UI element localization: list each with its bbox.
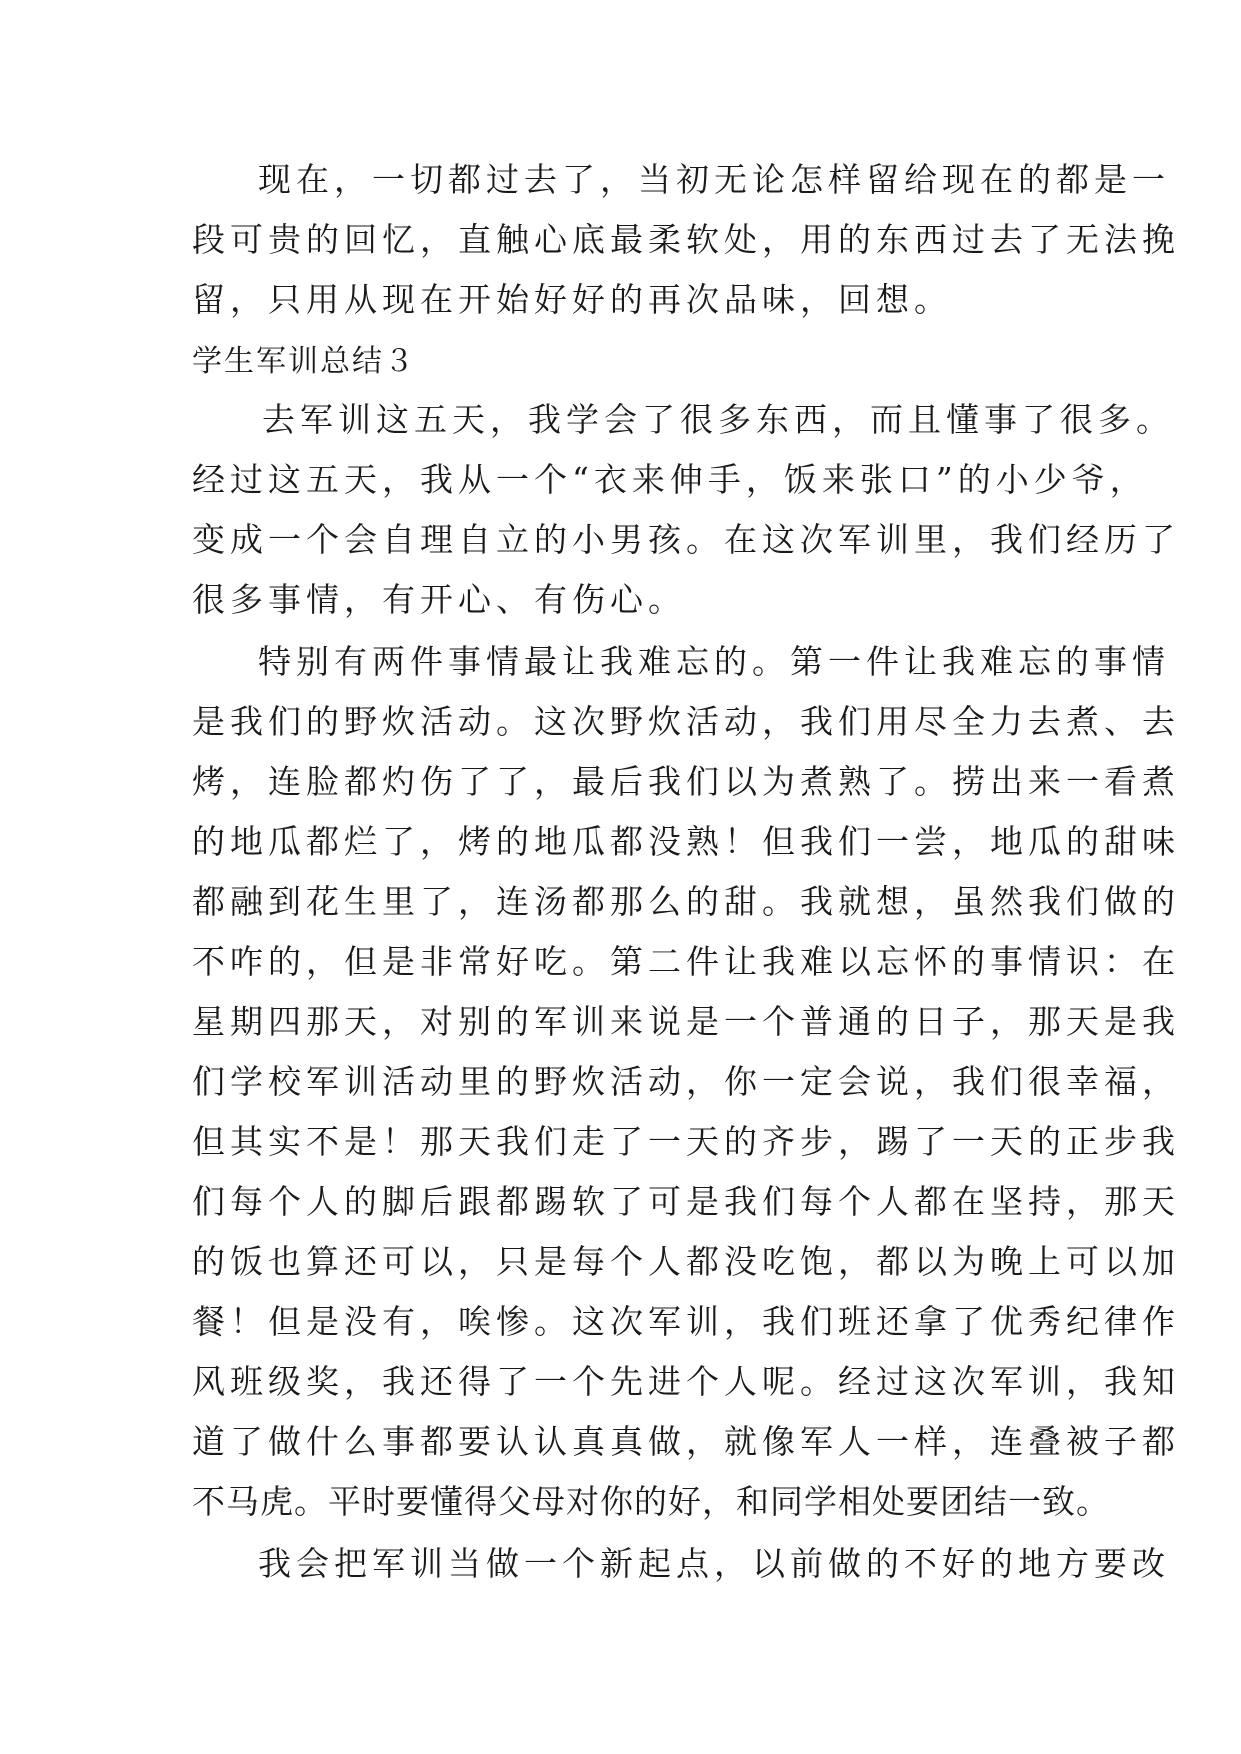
paragraph-line: 特别有两件事情最让我难忘的。第一件让我难忘的事情: [258, 642, 1170, 681]
paragraph-line: 是我们的野炊活动。这次野炊活动，我们用尽全力去煮、去: [192, 702, 1180, 741]
paragraph-line: 现在，一切都过去了，当初无论怎样留给现在的都是一: [258, 160, 1170, 199]
paragraph-line: 风班级奖，我还得了一个先进个人呢。经过这次军训，我知: [192, 1362, 1180, 1401]
section-heading: 学生军训总结３: [192, 344, 416, 379]
paragraph-line: 们每个人的脚后跟都踢软了可是我们每个人都在坚持，那天: [192, 1182, 1180, 1221]
paragraph-line: 道了做什么事都要认认真真做，就像军人一样，连叠被子都: [192, 1422, 1180, 1461]
paragraph-line: 留，只用从现在开始好好的再次品味，回想。: [192, 280, 952, 319]
paragraph-line: 段可贵的回忆，直触心底最柔软处，用的东西过去了无法挽: [192, 220, 1180, 259]
paragraph-line: 们学校军训活动里的野炊活动，你一定会说，我们很幸福，: [192, 1062, 1180, 1101]
paragraph-line: 经过这五天，我从一个“衣来伸手，饭来张口”的小少爷，: [192, 460, 1148, 499]
paragraph-line: 但其实不是！那天我们走了一天的齐步，踢了一天的正步我: [192, 1122, 1180, 1161]
paragraph-line: 的地瓜都烂了，烤的地瓜都没熟！但我们一尝，地瓜的甜味: [192, 822, 1180, 861]
paragraph-line: 我会把军训当做一个新起点，以前做的不好的地方要改: [258, 1544, 1170, 1583]
paragraph-line: 很多事情，有开心、有伤心。: [192, 580, 686, 619]
paragraph-line: 变成一个会自理自立的小男孩。在这次军训里，我们经历了: [192, 520, 1180, 559]
paragraph-line: 烤，连脸都灼伤了了，最后我们以为煮熟了。捞出来一看煮: [192, 762, 1180, 801]
paragraph-line: 不马虎。平时要懂得父母对你的好，和同学相处要团结一致。: [192, 1482, 1110, 1521]
paragraph-line: 星期四那天，对别的军训来说是一个普通的日子，那天是我: [192, 1002, 1180, 1041]
paragraph-line: 都融到花生里了，连汤都那么的甜。我就想，虽然我们做的: [192, 882, 1180, 921]
paragraph-line: 不咋的，但是非常好吃。第二件让我难以忘怀的事情识：在: [192, 942, 1180, 981]
paragraph-line: 餐！但是没有，唉惨。这次军训，我们班还拿了优秀纪律作: [192, 1302, 1180, 1341]
paragraph-line: 去军训这五天，我学会了很多东西，而且懂事了很多。: [262, 400, 1174, 439]
paragraph-line: 的饭也算还可以，只是每个人都没吃饱，都以为晚上可以加: [192, 1242, 1180, 1281]
